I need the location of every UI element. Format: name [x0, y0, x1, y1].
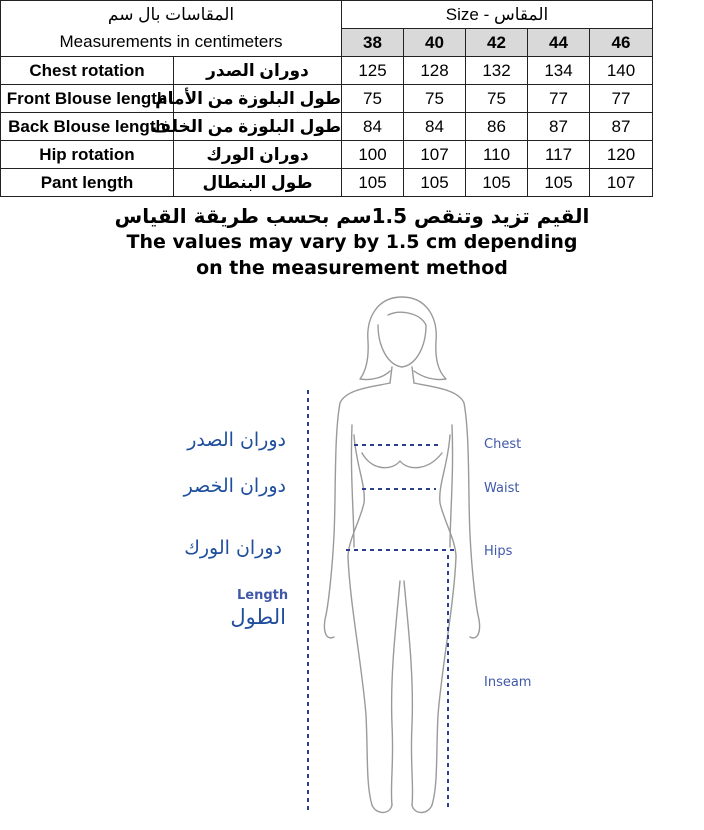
cell-value: 77: [528, 85, 590, 113]
table-row: [1, 113, 653, 141]
row-label-en: Hip rotation: [1, 141, 174, 169]
size-table: [0, 0, 653, 197]
row-label-ar: طول البلوزة من الأمام: [174, 85, 342, 113]
measurements-header-ar: المقاسات بال سم: [1, 1, 342, 29]
row-label-ar: دوران الصدر: [174, 57, 342, 85]
cell-value: 100: [342, 141, 404, 169]
label-chest-ar: دوران الصدر: [187, 429, 286, 451]
cell-value: 140: [590, 57, 653, 85]
cell-value: 125: [342, 57, 404, 85]
size-40: 40: [404, 29, 466, 57]
size-42: 42: [466, 29, 528, 57]
label-hips-en: Hips: [484, 544, 513, 559]
note-arabic: القيم تزيد وتنقص 1.5سم بحسب طريقة القياس: [114, 204, 590, 228]
table-row: [1, 57, 653, 85]
label-waist-ar: دوران الخصر: [183, 475, 286, 497]
cell-value: 107: [404, 141, 466, 169]
row-label-ar: دوران الورك: [174, 141, 342, 169]
cell-value: 75: [466, 85, 528, 113]
cell-value: 105: [404, 169, 466, 197]
label-length-ar: الطول: [230, 605, 286, 629]
table-row: [1, 141, 653, 169]
label-waist-en: Waist: [484, 481, 520, 496]
row-label-en: Pant length: [1, 169, 174, 197]
cell-value: 105: [342, 169, 404, 197]
cell-value: 117: [528, 141, 590, 169]
body-outline-illustration: [0, 285, 652, 825]
row-label-en: Chest rotation: [1, 57, 174, 85]
size-38: 38: [342, 29, 404, 57]
label-chest-en: Chest: [484, 437, 522, 452]
cell-value: 105: [528, 169, 590, 197]
note-english-line1: The values may vary by 1.5 cm depending: [126, 231, 578, 253]
table-subheader-row: [1, 29, 653, 57]
cell-value: 134: [528, 57, 590, 85]
table-row: [1, 85, 653, 113]
cell-value: 86: [466, 113, 528, 141]
row-label-en: Back Blouse length: [1, 113, 174, 141]
cell-value: 105: [466, 169, 528, 197]
cell-value: 128: [404, 57, 466, 85]
row-label-en: Front Blouse length: [1, 85, 174, 113]
cell-value: 84: [342, 113, 404, 141]
row-label-ar: طول البنطال: [174, 169, 342, 197]
cell-value: 87: [590, 113, 653, 141]
size-46: 46: [590, 29, 653, 57]
cell-value: 132: [466, 57, 528, 85]
note-english-line2: on the measurement method: [196, 257, 508, 279]
cell-value: 84: [404, 113, 466, 141]
row-label-ar: طول البلوزة من الخلف: [174, 113, 342, 141]
size-44: 44: [528, 29, 590, 57]
measurements-header-en: Measurements in centimeters: [1, 29, 342, 57]
table-row: [1, 169, 653, 197]
cell-value: 110: [466, 141, 528, 169]
size-header: Size - المقاس: [342, 1, 653, 29]
label-inseam-en: Inseam: [484, 675, 532, 690]
cell-value: 75: [342, 85, 404, 113]
cell-value: 77: [590, 85, 653, 113]
label-length-en: Length: [237, 588, 289, 603]
cell-value: 120: [590, 141, 653, 169]
table-header-row: [1, 1, 653, 29]
cell-value: 75: [404, 85, 466, 113]
cell-value: 107: [590, 169, 653, 197]
body-measurement-figure: [0, 285, 652, 825]
label-hip-ar: دوران الورك: [184, 537, 282, 559]
cell-value: 87: [528, 113, 590, 141]
